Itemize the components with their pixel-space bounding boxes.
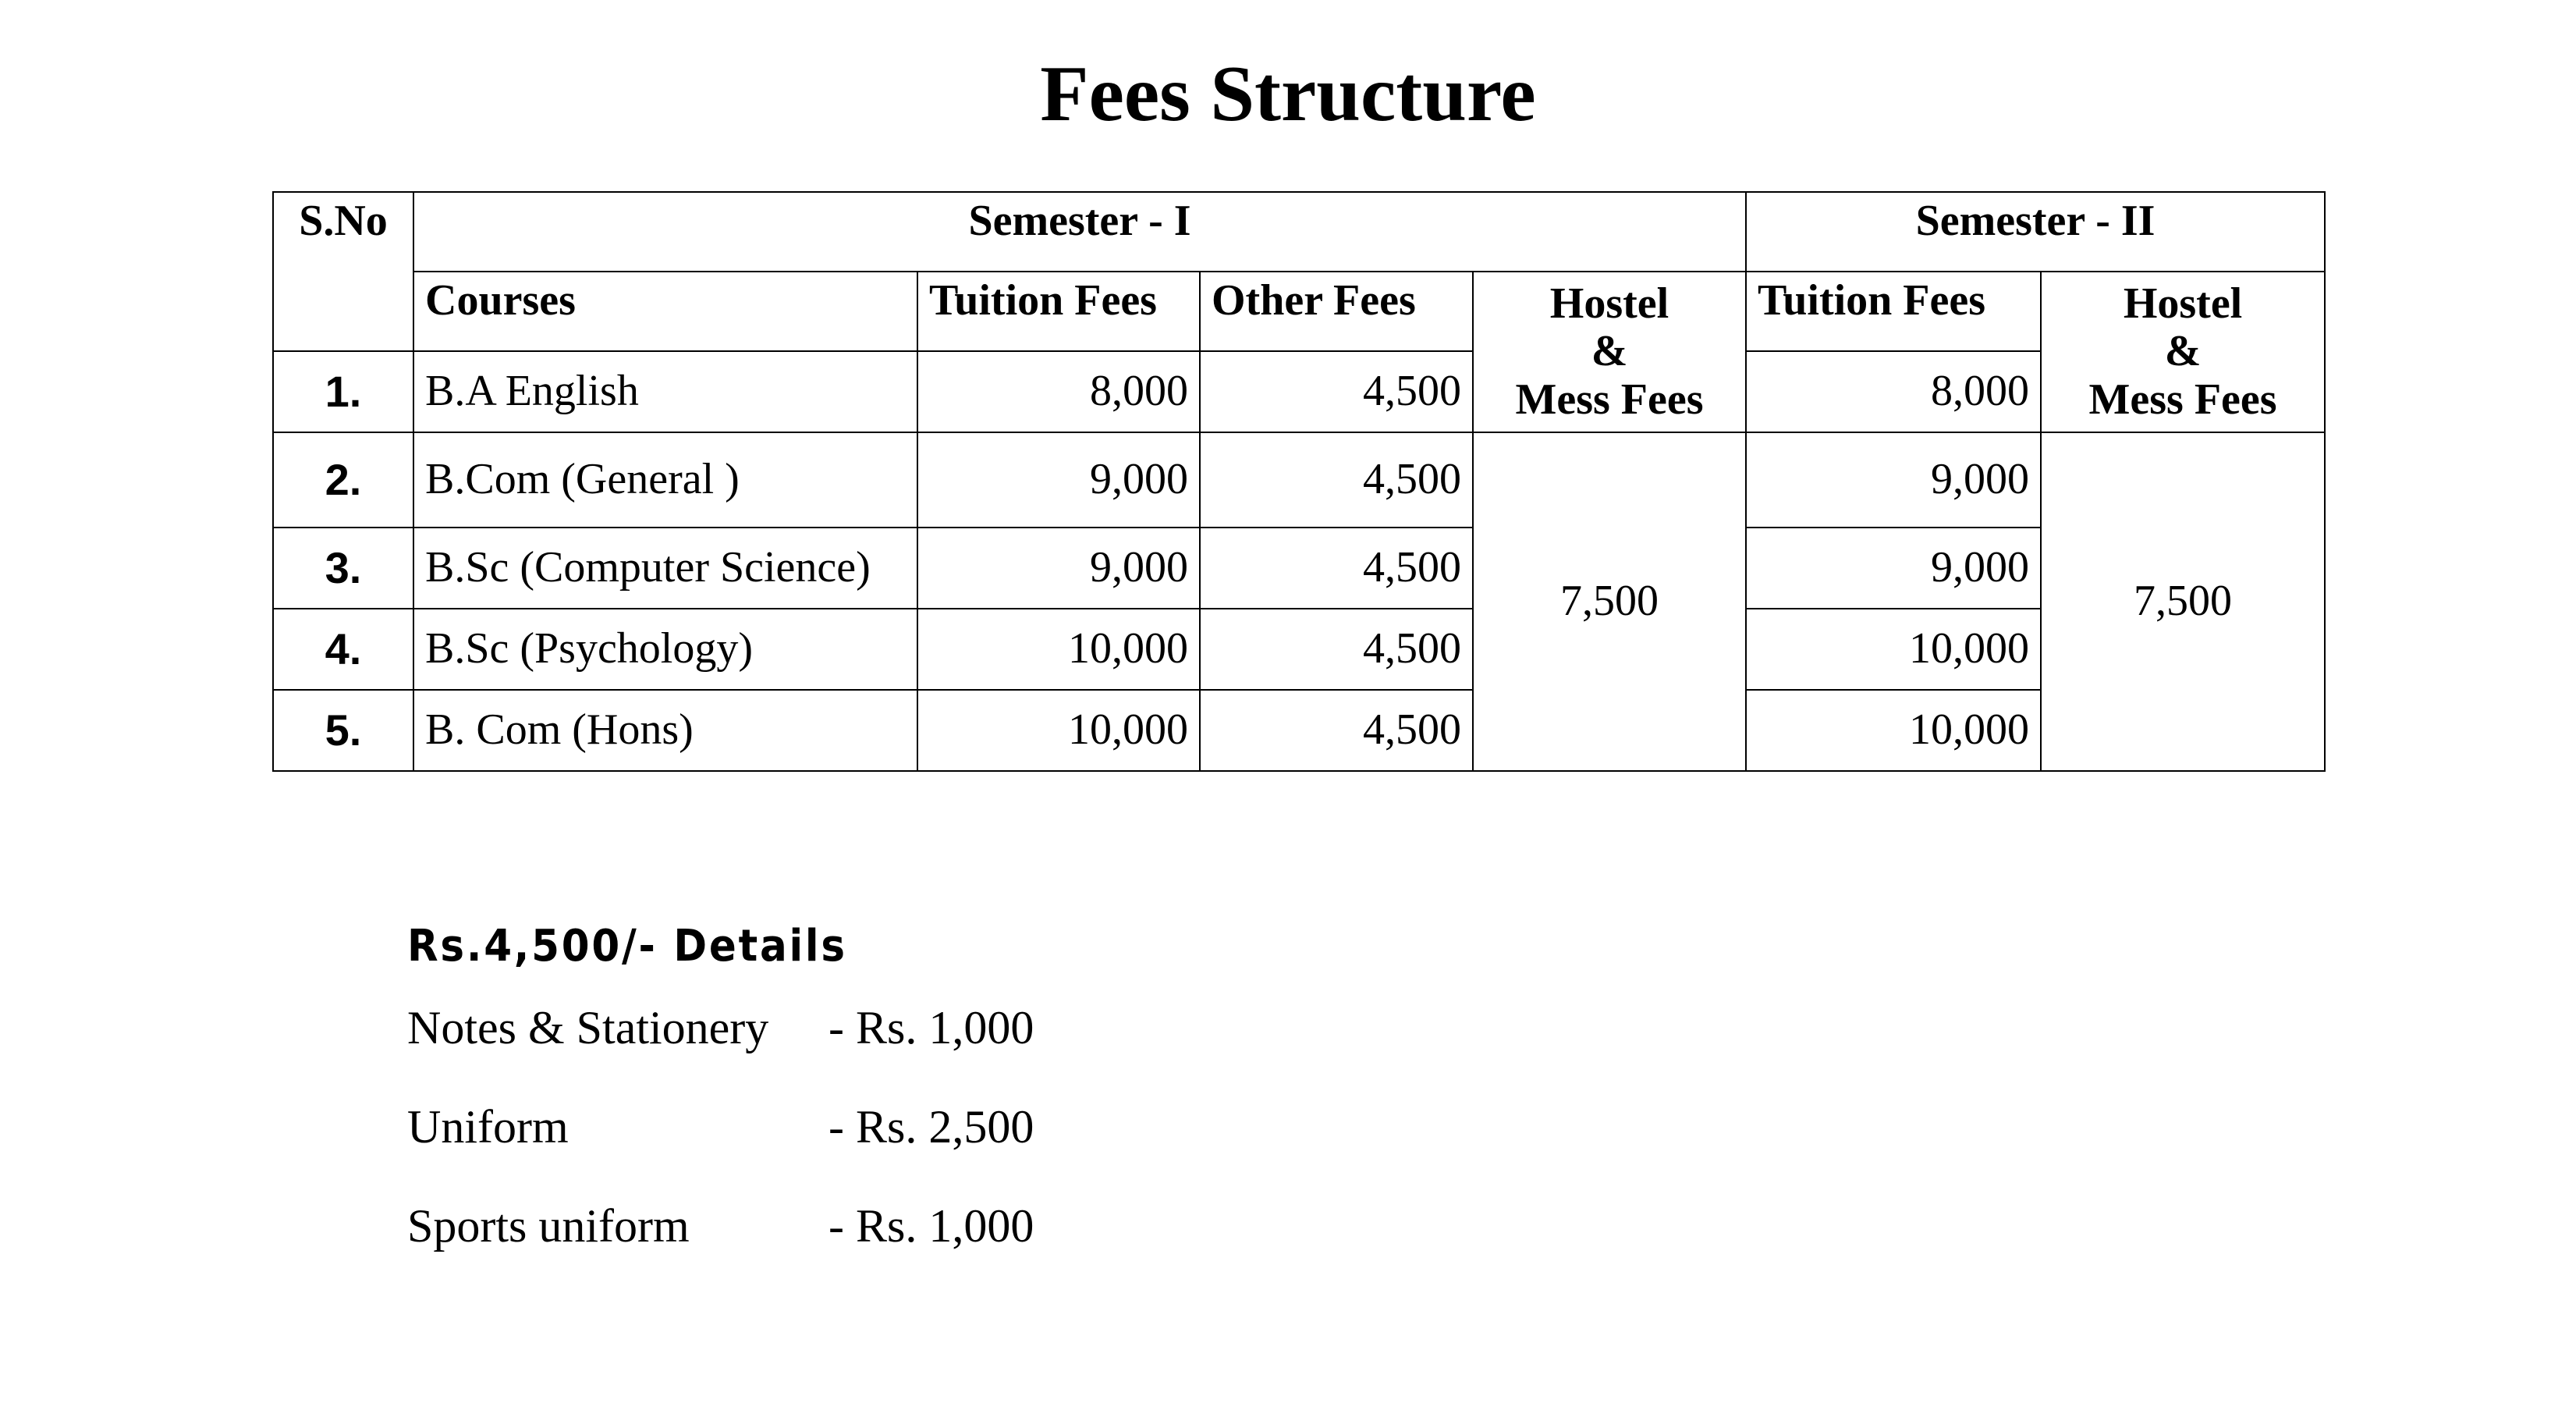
details-item xyxy=(407,1199,1034,1299)
sno-cell: 1. xyxy=(273,351,413,432)
course-cell: B.A English xyxy=(413,351,917,432)
table-row xyxy=(273,528,2325,609)
hostel-line3: Mess Fees xyxy=(1515,375,1704,424)
sem1-hostel-header xyxy=(1473,272,1746,432)
course-cell: B.Sc (Psychology) xyxy=(413,609,917,690)
fees-table xyxy=(272,191,2326,772)
sem1-tuition-cell: 8,000 xyxy=(917,351,1200,432)
sno-cell: 4. xyxy=(273,609,413,690)
table-row xyxy=(273,609,2325,690)
course-cell: B. Com (Hons) xyxy=(413,690,917,771)
course-cell: B.Sc (Computer Science) xyxy=(413,528,917,609)
other-fees-cell: 4,500 xyxy=(1200,528,1473,609)
other-fees-cell: 4,500 xyxy=(1200,432,1473,528)
sno-cell: 2. xyxy=(273,432,413,528)
semester-2-header: Semester - II xyxy=(1746,192,2325,272)
details-item xyxy=(407,1100,1034,1199)
hostel-line3: Mess Fees xyxy=(2088,375,2277,424)
sem1-tuition-cell: 9,000 xyxy=(917,528,1200,609)
other-fees-cell: 4,500 xyxy=(1200,609,1473,690)
fee-details-section xyxy=(407,921,1034,1299)
sem1-tuition-cell: 10,000 xyxy=(917,609,1200,690)
sem2-hostel-header xyxy=(2041,272,2325,432)
page-title: Fees Structure xyxy=(1040,50,1536,138)
details-item-label: Notes & Stationery xyxy=(407,1002,769,1053)
sem2-tuition-cell: 10,000 xyxy=(1746,609,2041,690)
sem1-tuition-cell: 9,000 xyxy=(917,432,1200,528)
details-item-value: - Rs. 2,500 xyxy=(829,1101,1034,1153)
sno-cell: 5. xyxy=(273,690,413,771)
sem1-hostel-value: 7,500 xyxy=(1473,432,1746,771)
other-fees-header: Other Fees xyxy=(1200,272,1473,351)
sem2-tuition-cell: 9,000 xyxy=(1746,528,2041,609)
semester-1-header: Semester - I xyxy=(413,192,1746,272)
details-item-label: Uniform xyxy=(407,1101,569,1153)
table-row xyxy=(273,690,2325,771)
sem2-hostel-value: 7,500 xyxy=(2041,432,2325,771)
hostel-line1: Hostel xyxy=(2123,279,2243,328)
sem2-tuition-cell: 8,000 xyxy=(1746,351,2041,432)
details-item-label: Sports uniform xyxy=(407,1200,690,1252)
sem1-tuition-cell: 10,000 xyxy=(917,690,1200,771)
details-item xyxy=(407,1001,1034,1100)
table-row xyxy=(273,432,2325,528)
sno-header: S.No xyxy=(273,192,413,351)
details-item-value: - Rs. 1,000 xyxy=(829,1200,1034,1252)
hostel-line2: & xyxy=(2164,327,2202,376)
sem1-tuition-header: Tuition Fees xyxy=(917,272,1200,351)
details-item-value: - Rs. 1,000 xyxy=(829,1002,1034,1053)
courses-header: Courses xyxy=(413,272,917,351)
sem2-tuition-cell: 10,000 xyxy=(1746,690,2041,771)
table-row xyxy=(273,351,2325,432)
sem2-tuition-header: Tuition Fees xyxy=(1746,272,2041,351)
course-cell: B.Com (General ) xyxy=(413,432,917,528)
details-heading: Rs.4,500/- Details xyxy=(407,921,847,972)
hostel-line1: Hostel xyxy=(1549,279,1669,328)
sem2-tuition-cell: 9,000 xyxy=(1746,432,2041,528)
other-fees-cell: 4,500 xyxy=(1200,690,1473,771)
sno-cell: 3. xyxy=(273,528,413,609)
hostel-line2: & xyxy=(1591,327,1628,376)
other-fees-cell: 4,500 xyxy=(1200,351,1473,432)
